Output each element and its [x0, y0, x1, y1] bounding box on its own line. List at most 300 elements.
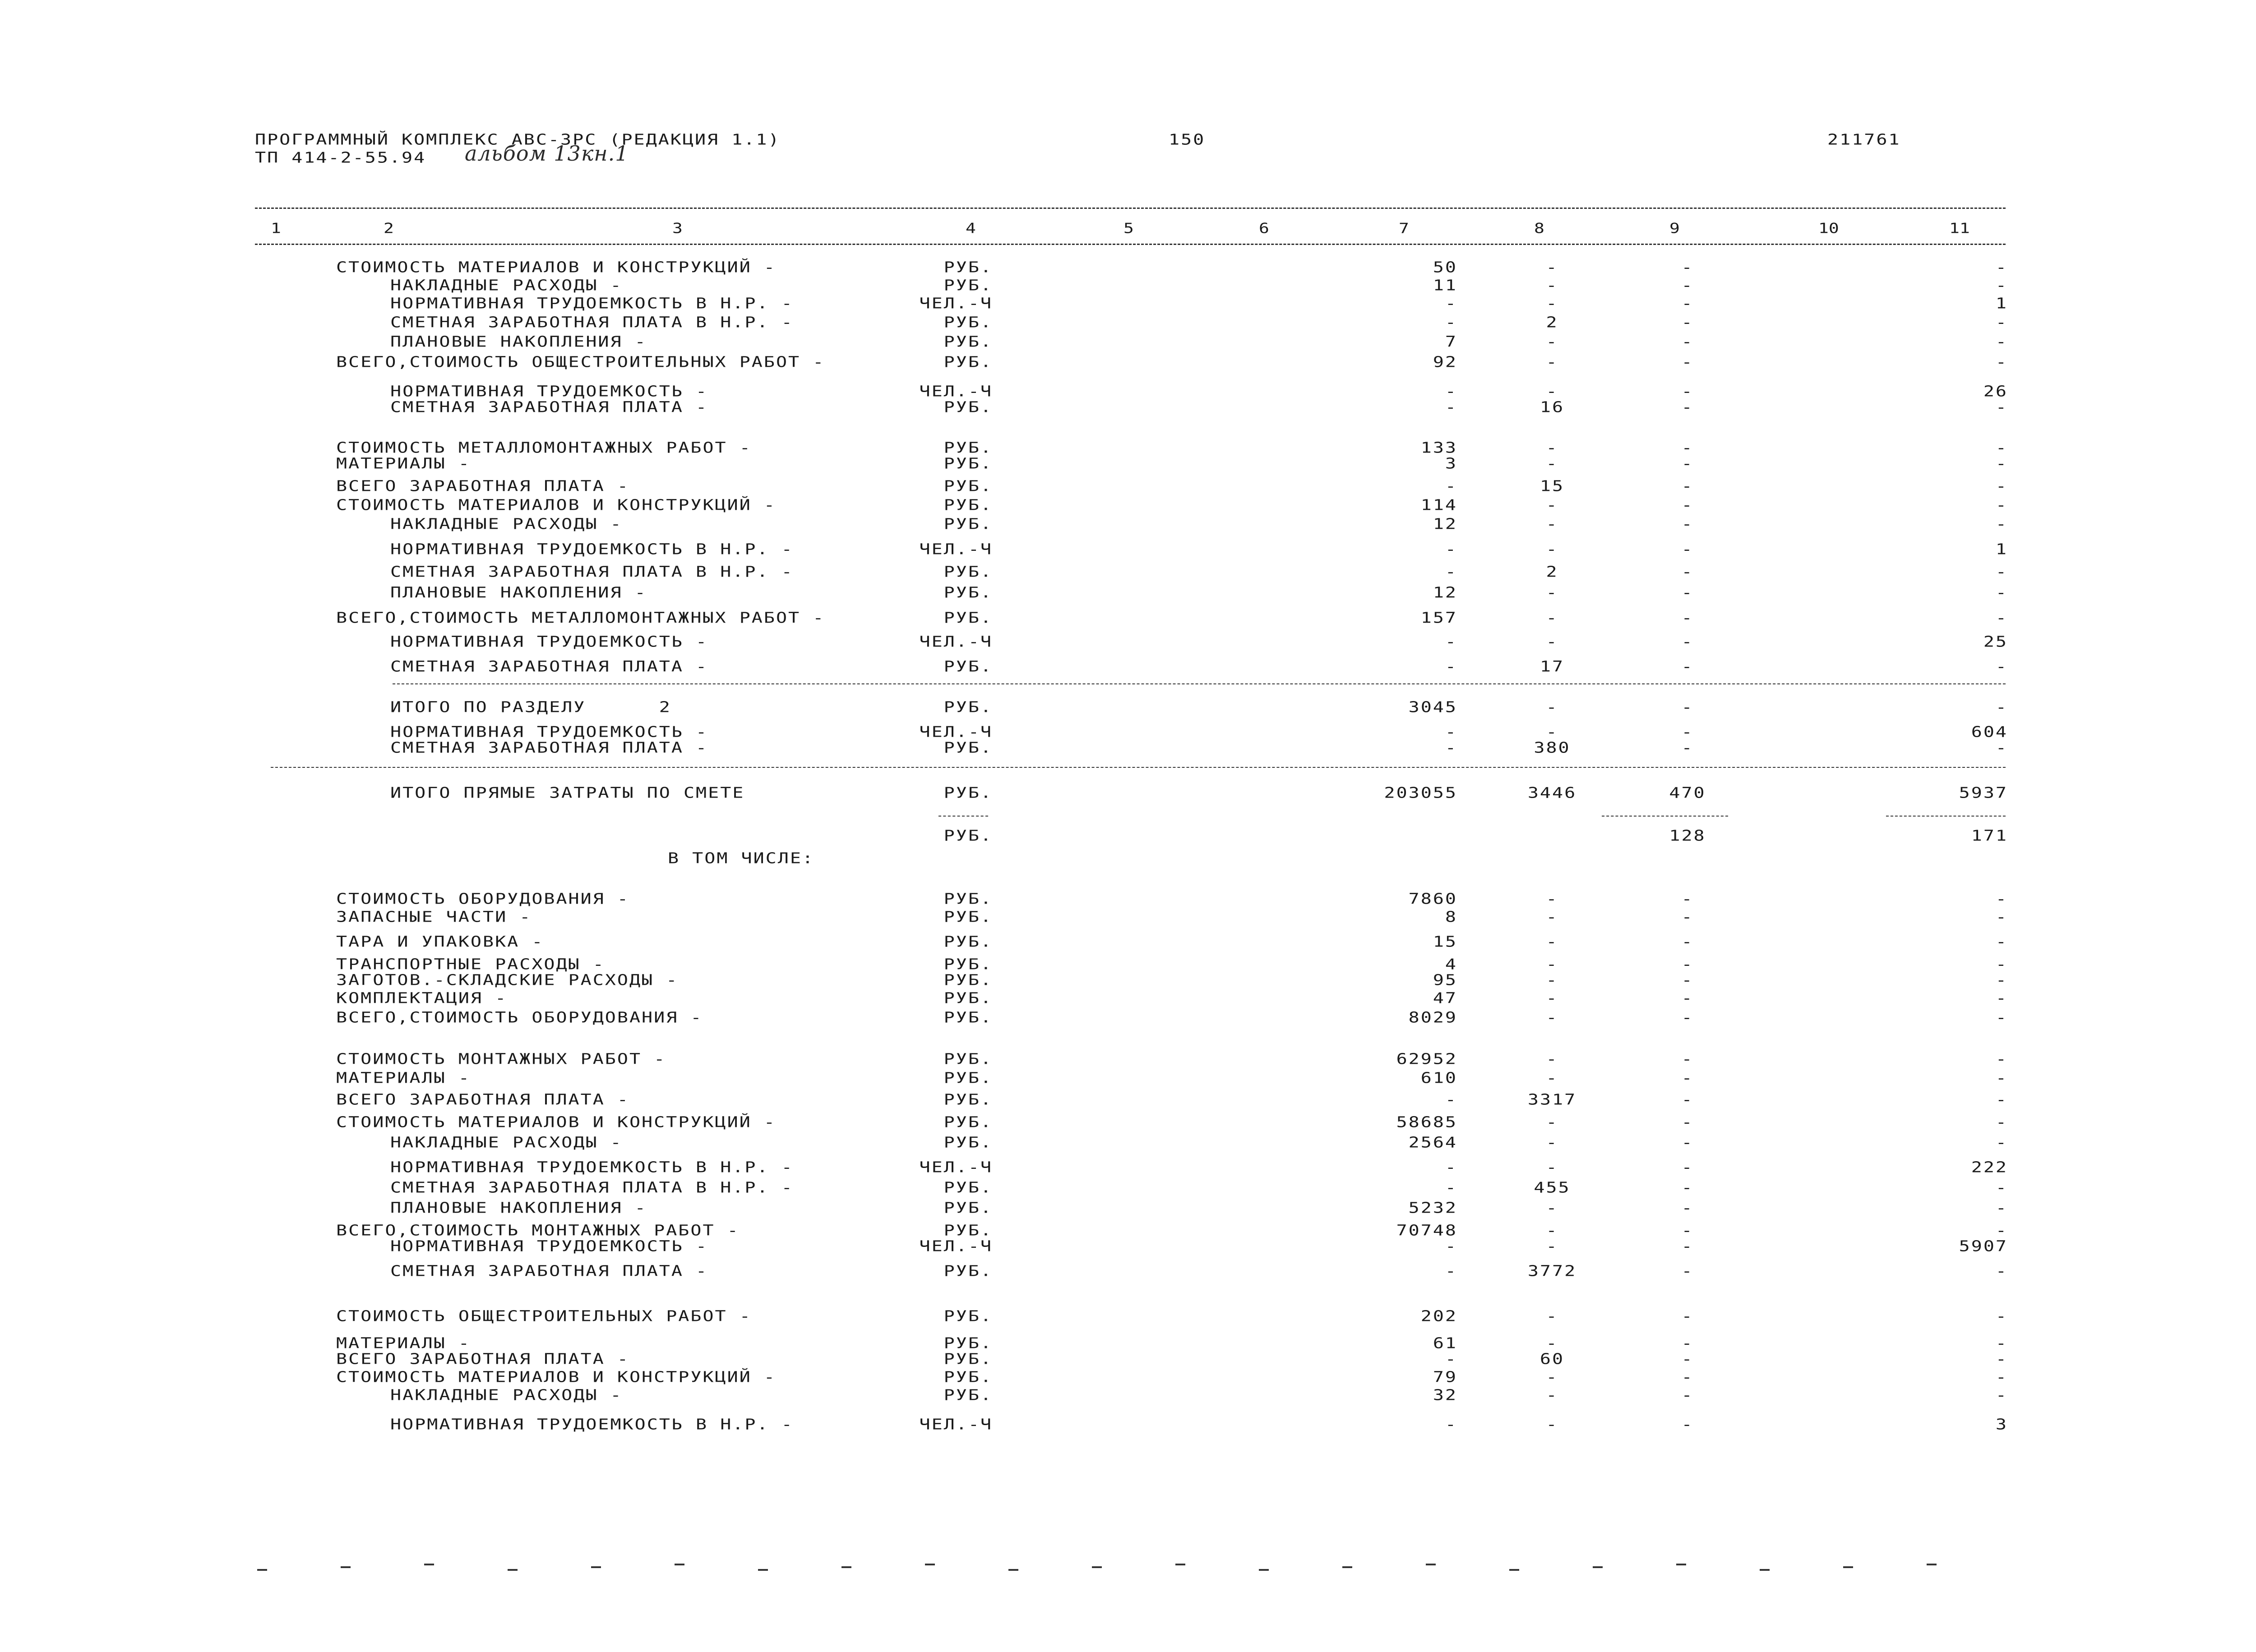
row-unit: ЧЕЛ.-Ч	[919, 541, 993, 558]
row-label: СТОИМОСТЬ МОНТАЖНЫХ РАБОТ -	[336, 1051, 666, 1068]
row-unit: РУБ.	[943, 956, 993, 973]
row-col8-value: -	[1546, 516, 1558, 533]
row-col7-value: 157	[1420, 609, 1457, 627]
row-col9-value: -	[1681, 1179, 1694, 1196]
row-unit: РУБ.	[943, 739, 993, 757]
row-col11-value: 5937	[1959, 784, 2008, 802]
row-col9-value: -	[1681, 1416, 1694, 1433]
row-label: НОРМАТИВНАЯ ТРУДОЕМКОСТЬ В Н.Р. -	[390, 1416, 794, 1433]
row-col8-value: -	[1546, 1051, 1558, 1068]
section-rule	[271, 767, 2006, 768]
row-col11-value: 1	[1995, 295, 2008, 312]
row-unit: РУБ.	[943, 933, 993, 951]
row-col7-value: 95	[1433, 972, 1457, 989]
row-col11-value: -	[1995, 584, 2008, 601]
row-col7-value: 7	[1445, 333, 1457, 351]
dash-mark	[1593, 1566, 1603, 1568]
row-col9-value: -	[1681, 658, 1694, 675]
row-col9-value: -	[1681, 1369, 1694, 1386]
row-col9-value: -	[1681, 933, 1694, 951]
row-col7-value: -	[1445, 314, 1457, 331]
row-col7-value: 3	[1445, 455, 1457, 472]
row-col9-value: -	[1681, 455, 1694, 472]
row-unit: РУБ.	[943, 1114, 993, 1131]
row-col11-value: -	[1995, 516, 2008, 533]
row-col8-value: 2	[1546, 314, 1558, 331]
row-col8-value: -	[1546, 1159, 1558, 1176]
row-unit: РУБ.	[943, 1091, 993, 1108]
row-label: НОРМАТИВНАЯ ТРУДОЕМКОСТЬ -	[390, 383, 708, 400]
row-unit: РУБ.	[943, 1009, 993, 1026]
row-unit: ЧЕЛ.-Ч	[919, 1159, 993, 1176]
row-col8-value: 15	[1539, 478, 1565, 495]
row-col11-value: 25	[1983, 633, 2008, 651]
row-col7-value: 12	[1433, 516, 1457, 533]
row-col11-value: -	[1995, 1351, 2008, 1368]
row-col7-value: 92	[1433, 354, 1457, 371]
document-number: 211761	[1827, 131, 1901, 148]
header-top-rule	[255, 208, 2006, 209]
row-col8-value: -	[1546, 956, 1558, 973]
row-col11-value: -	[1995, 563, 2008, 581]
row-col8-value: -	[1546, 1308, 1558, 1325]
row-col11-value: -	[1995, 1387, 2008, 1404]
row-col11-value: -	[1995, 1335, 2008, 1352]
row-col11-value: -	[1995, 933, 2008, 951]
row-col11-value: -	[1995, 314, 2008, 331]
row-col7-value: 7860	[1408, 891, 1457, 908]
row-unit: ЧЕЛ.-Ч	[919, 383, 993, 400]
dash-mark	[1259, 1569, 1269, 1571]
row-col11-value: -	[1995, 1070, 2008, 1087]
row-col11-value: -	[1995, 658, 2008, 675]
row-unit: РУБ.	[943, 516, 993, 533]
row-unit: ЧЕЛ.-Ч	[919, 724, 993, 741]
row-col11-value: -	[1995, 354, 2008, 371]
row-col9-value: -	[1681, 399, 1694, 416]
row-col11-value: -	[1995, 956, 2008, 973]
row-col8-value: -	[1546, 1335, 1558, 1352]
row-col11-value: 26	[1983, 383, 2008, 400]
row-label: СМЕТНАЯ ЗАРАБОТНАЯ ПЛАТА -	[390, 1263, 708, 1280]
row-col9-value: -	[1681, 909, 1694, 926]
row-col11-value: -	[1995, 1134, 2008, 1151]
row-col11-value: -	[1995, 455, 2008, 472]
row-unit: РУБ.	[943, 584, 993, 601]
dash-mark	[1008, 1569, 1018, 1571]
dash-mark	[925, 1564, 935, 1565]
row-label: СТОИМОСТЬ МЕТАЛЛОМОНТАЖНЫХ РАБОТ -	[336, 439, 752, 457]
row-unit: РУБ.	[943, 1308, 993, 1325]
row-label: СТОИМОСТЬ ОБЩЕСТРОИТЕЛЬНЫХ РАБОТ -	[336, 1308, 752, 1325]
row-col7-value: 61	[1433, 1335, 1457, 1352]
column-header-7: 7	[1399, 220, 1409, 237]
row-col8-value: -	[1546, 541, 1558, 558]
column-header-2: 2	[384, 220, 394, 237]
dash-mark	[257, 1569, 267, 1571]
row-label: СМЕТНАЯ ЗАРАБОТНАЯ ПЛАТА В Н.Р. -	[390, 563, 794, 581]
row-col11-value: -	[1995, 1051, 2008, 1068]
row-col7-value: -	[1445, 1159, 1457, 1176]
row-unit: РУБ.	[943, 478, 993, 495]
row-col11-value: -	[1995, 399, 2008, 416]
row-col8-value: -	[1546, 295, 1558, 312]
row-unit: РУБ.	[943, 972, 993, 989]
row-label: ПЛАНОВЫЕ НАКОПЛЕНИЯ -	[390, 584, 647, 601]
row-col7-value: -	[1445, 1179, 1457, 1196]
row-label: НОРМАТИВНАЯ ТРУДОЕМКОСТЬ -	[390, 724, 708, 741]
row-col7-value: -	[1445, 1351, 1457, 1368]
row-unit: РУБ.	[943, 784, 993, 802]
row-col8-value: -	[1546, 354, 1558, 371]
dash-mark	[675, 1564, 684, 1565]
row-col9-value: -	[1681, 259, 1694, 276]
row-col11-value: -	[1995, 739, 2008, 757]
row-unit: РУБ.	[943, 1134, 993, 1151]
row-col9-value: -	[1681, 314, 1694, 331]
row-col9-value: -	[1681, 699, 1694, 716]
row-col9-value: -	[1681, 990, 1694, 1007]
row-label: НОРМАТИВНАЯ ТРУДОЕМКОСТЬ -	[390, 1238, 708, 1255]
row-unit: РУБ.	[943, 658, 993, 675]
row-col8-value: -	[1546, 1222, 1558, 1239]
row-col11-value: -	[1995, 1009, 2008, 1026]
row-col7-value: -	[1445, 399, 1457, 416]
row-col11-value: 5907	[1959, 1238, 2008, 1255]
row-col8-value: -	[1546, 455, 1558, 472]
row-col8-value: -	[1546, 333, 1558, 351]
row-col8-value: -	[1546, 1200, 1558, 1217]
row-col11-value: -	[1995, 1263, 2008, 1280]
row-col8-value: -	[1546, 584, 1558, 601]
row-col8-value: 2	[1546, 563, 1558, 581]
row-label: СМЕТНАЯ ЗАРАБОТНАЯ ПЛАТА -	[390, 739, 708, 757]
row-unit: РУБ.	[943, 563, 993, 581]
row-unit: ЧЕЛ.-Ч	[919, 633, 993, 651]
row-label: НОРМАТИВНАЯ ТРУДОЕМКОСТЬ -	[390, 633, 708, 651]
row-col11-value: -	[1995, 259, 2008, 276]
row-col11-value: -	[1995, 1091, 2008, 1108]
row-col7-value: -	[1445, 1416, 1457, 1433]
row-label: ТАРА И УПАКОВКА -	[336, 933, 544, 951]
row-col11-value: -	[1995, 333, 2008, 351]
section-rule	[393, 683, 2006, 684]
row-label: СТОИМОСТЬ ОБОРУДОВАНИЯ -	[336, 891, 629, 908]
row-col7-value: 12	[1433, 584, 1457, 601]
row-unit: РУБ.	[943, 354, 993, 371]
header-project-code: ТП 414-2-55.94	[255, 149, 426, 166]
row-unit: РУБ.	[943, 990, 993, 1007]
row-label: ВСЕГО ЗАРАБОТНАЯ ПЛАТА -	[336, 1351, 629, 1368]
row-label: В ТОМ ЧИСЛЕ:	[668, 850, 814, 867]
row-col9-value: -	[1681, 1351, 1694, 1368]
row-unit: РУБ.	[943, 1335, 993, 1352]
row-col9-value: -	[1681, 497, 1694, 514]
row-label: СТОИМОСТЬ МАТЕРИАЛОВ И КОНСТРУКЦИЙ -	[336, 497, 776, 514]
row-unit: РУБ.	[943, 399, 993, 416]
dash-mark	[1927, 1564, 1937, 1565]
row-col9-value: -	[1681, 584, 1694, 601]
row-col11-value: -	[1995, 891, 2008, 908]
row-unit: РУБ.	[943, 827, 993, 844]
row-col7-value: -	[1445, 478, 1457, 495]
row-col11-value: 604	[1971, 724, 2008, 741]
column-header-4: 4	[966, 220, 976, 237]
row-col8-value: 3446	[1527, 784, 1577, 802]
row-col9-value: -	[1681, 1387, 1694, 1404]
row-col7-value: 8029	[1408, 1009, 1457, 1026]
dash-mark	[424, 1564, 434, 1565]
dash-mark	[1676, 1564, 1686, 1565]
row-col9-value: -	[1681, 1222, 1694, 1239]
row-label: НОРМАТИВНАЯ ТРУДОЕМКОСТЬ В Н.Р. -	[390, 541, 794, 558]
row-col7-value: 3045	[1408, 699, 1457, 716]
column-header-3: 3	[672, 220, 683, 237]
row-col11-value: -	[1995, 972, 2008, 989]
row-unit: РУБ.	[943, 1263, 993, 1280]
header-handwritten-note: альбом 13кн.1	[465, 141, 629, 166]
row-label: НАКЛАДНЫЕ РАСХОДЫ -	[390, 1134, 623, 1151]
row-label: СМЕТНАЯ ЗАРАБОТНАЯ ПЛАТА В Н.Р. -	[390, 1179, 794, 1196]
row-label: ИТОГО ПРЯМЫЕ ЗАТРАТЫ ПО СМЕТЕ	[390, 784, 745, 802]
row-col7-value: 32	[1433, 1387, 1457, 1404]
row-unit: РУБ.	[943, 455, 993, 472]
row-col7-value: -	[1445, 295, 1457, 312]
row-col9-value: -	[1681, 354, 1694, 371]
row-unit: РУБ.	[943, 699, 993, 716]
row-col8-value: -	[1546, 933, 1558, 951]
row-label: ВСЕГО,СТОИМОСТЬ ОБЩЕСТРОИТЕЛЬНЫХ РАБОТ -	[336, 354, 825, 371]
row-label: ВСЕГО,СТОИМОСТЬ МОНТАЖНЫХ РАБОТ -	[336, 1222, 740, 1239]
row-label: ТРАНСПОРТНЫЕ РАСХОДЫ -	[336, 956, 605, 973]
row-col9-value: -	[1681, 541, 1694, 558]
row-col7-value: 11	[1433, 277, 1457, 294]
row-col8-value: 380	[1534, 739, 1571, 757]
row-col9-value: -	[1681, 1308, 1694, 1325]
subtotal-rule	[938, 816, 988, 817]
row-col7-value: 8	[1445, 909, 1457, 926]
header-bottom-rule	[255, 244, 2006, 245]
row-col11-value: -	[1995, 478, 2008, 495]
dash-mark	[508, 1569, 518, 1571]
row-col8-value: -	[1546, 1134, 1558, 1151]
row-label: МАТЕРИАЛЫ -	[336, 455, 471, 472]
row-col9-value: -	[1681, 972, 1694, 989]
row-col7-value: 5232	[1408, 1200, 1457, 1217]
row-col7-value: -	[1445, 1238, 1457, 1255]
row-col8-value: -	[1546, 724, 1558, 741]
row-col8-value: -	[1546, 383, 1558, 400]
row-label: НОРМАТИВНАЯ ТРУДОЕМКОСТЬ В Н.Р. -	[390, 1159, 794, 1176]
row-col8-value: -	[1546, 609, 1558, 627]
row-label: МАТЕРИАЛЫ -	[336, 1335, 471, 1352]
row-col9-value: -	[1681, 295, 1694, 312]
row-label: НОРМАТИВНАЯ ТРУДОЕМКОСТЬ В Н.Р. -	[390, 295, 794, 312]
header-program-title: ПРОГРАММНЫЙ КОМПЛЕКС АВС-ЗРС (РЕДАКЦИЯ 1.1)	[255, 131, 781, 148]
row-col7-value: 610	[1420, 1070, 1457, 1087]
row-col9-value: -	[1681, 633, 1694, 651]
row-col7-value: 70748	[1396, 1222, 1457, 1239]
row-col9-value: -	[1681, 1070, 1694, 1087]
row-col7-value: 50	[1433, 259, 1457, 276]
row-label: НАКЛАДНЫЕ РАСХОДЫ -	[390, 516, 623, 533]
row-col11-value: -	[1995, 1114, 2008, 1131]
row-col11-value: 222	[1971, 1159, 2008, 1176]
row-col8-value: -	[1546, 1416, 1558, 1433]
row-label: СТОИМОСТЬ МАТЕРИАЛОВ И КОНСТРУКЦИЙ -	[336, 1369, 776, 1386]
row-col7-value: -	[1445, 541, 1457, 558]
row-col8-value: -	[1546, 277, 1558, 294]
row-unit: РУБ.	[943, 277, 993, 294]
row-label: ПЛАНОВЫЕ НАКОПЛЕНИЯ -	[390, 333, 647, 351]
row-col7-value: 133	[1420, 439, 1457, 457]
row-unit: ЧЕЛ.-Ч	[919, 1238, 993, 1255]
row-col8-value: 3772	[1527, 1263, 1577, 1280]
row-col8-value: -	[1546, 891, 1558, 908]
row-unit: РУБ.	[943, 891, 993, 908]
row-unit: РУБ.	[943, 1179, 993, 1196]
row-label: СТОИМОСТЬ МАТЕРИАЛОВ И КОНСТРУКЦИЙ -	[336, 1114, 776, 1131]
row-col9-value: -	[1681, 516, 1694, 533]
column-header-10: 10	[1818, 220, 1839, 237]
row-label: НАКЛАДНЫЕ РАСХОДЫ -	[390, 277, 623, 294]
row-col9-value: 128	[1669, 827, 1706, 844]
row-col8-value: 17	[1539, 658, 1565, 675]
row-col9-value: -	[1681, 1159, 1694, 1176]
row-label: ВСЕГО ЗАРАБОТНАЯ ПЛАТА -	[336, 478, 629, 495]
row-col8-value: -	[1546, 1009, 1558, 1026]
dash-mark	[841, 1566, 851, 1568]
row-unit: РУБ.	[943, 1070, 993, 1087]
dash-mark	[1509, 1569, 1519, 1571]
subtotal-rule	[1886, 816, 2006, 817]
row-col8-value: -	[1546, 1070, 1558, 1087]
dash-mark	[758, 1569, 768, 1571]
row-col9-value: -	[1681, 1263, 1694, 1280]
row-unit: ЧЕЛ.-Ч	[919, 295, 993, 312]
row-col9-value: -	[1681, 739, 1694, 757]
row-col8-value: -	[1546, 259, 1558, 276]
row-col8-value: -	[1546, 1387, 1558, 1404]
row-col9-value: -	[1681, 333, 1694, 351]
row-col8-value: -	[1546, 439, 1558, 457]
row-col11-value: -	[1995, 497, 2008, 514]
row-col8-value: 455	[1534, 1179, 1571, 1196]
row-col11-value: -	[1995, 1200, 2008, 1217]
column-header-6: 6	[1259, 220, 1269, 237]
row-label: МАТЕРИАЛЫ -	[336, 1070, 471, 1087]
column-header-8: 8	[1534, 220, 1544, 237]
row-col7-value: 2564	[1408, 1134, 1457, 1151]
column-header-9: 9	[1669, 220, 1680, 237]
dash-mark	[1760, 1569, 1770, 1571]
row-unit: РУБ.	[943, 314, 993, 331]
row-col11-value: -	[1995, 990, 2008, 1007]
row-col7-value: 4	[1445, 956, 1457, 973]
row-col9-value: -	[1681, 277, 1694, 294]
row-label: СМЕТНАЯ ЗАРАБОТНАЯ ПЛАТА -	[390, 399, 708, 416]
row-col7-value: 47	[1433, 990, 1457, 1007]
row-label: ВСЕГО,СТОИМОСТЬ МЕТАЛЛОМОНТАЖНЫХ РАБОТ -	[336, 609, 825, 627]
row-col9-value: -	[1681, 956, 1694, 973]
row-label: ВСЕГО,СТОИМОСТЬ ОБОРУДОВАНИЯ -	[336, 1009, 703, 1026]
row-label: ПЛАНОВЫЕ НАКОПЛЕНИЯ -	[390, 1200, 647, 1217]
dash-mark	[1342, 1566, 1352, 1568]
dash-mark	[1175, 1564, 1185, 1565]
row-col8-value: -	[1546, 972, 1558, 989]
row-col8-value: -	[1546, 990, 1558, 1007]
row-col9-value: -	[1681, 891, 1694, 908]
row-col11-value: 1	[1995, 541, 2008, 558]
row-label: ЗАГОТОВ.-СКЛАДСКИЕ РАСХОДЫ -	[336, 972, 679, 989]
row-label: СМЕТНАЯ ЗАРАБОТНАЯ ПЛАТА -	[390, 658, 708, 675]
row-col9-value: -	[1681, 1238, 1694, 1255]
row-col8-value: -	[1546, 1238, 1558, 1255]
row-col11-value: -	[1995, 609, 2008, 627]
row-col9-value: -	[1681, 1335, 1694, 1352]
column-header-11: 11	[1949, 220, 1970, 237]
row-col11-value: -	[1995, 909, 2008, 926]
row-col7-value: -	[1445, 383, 1457, 400]
row-col9-value: -	[1681, 1051, 1694, 1068]
row-col11-value: 171	[1971, 827, 2008, 844]
row-col11-value: -	[1995, 1369, 2008, 1386]
row-col7-value: 15	[1433, 933, 1457, 951]
row-col8-value: -	[1546, 699, 1558, 716]
row-col11-value: -	[1995, 699, 2008, 716]
row-col7-value: 202	[1420, 1308, 1457, 1325]
row-unit: РУБ.	[943, 439, 993, 457]
row-col8-value: 16	[1539, 399, 1565, 416]
row-unit: РУБ.	[943, 609, 993, 627]
row-col7-value: -	[1445, 633, 1457, 651]
column-header-1: 1	[271, 220, 281, 237]
row-unit: РУБ.	[943, 1200, 993, 1217]
row-label: НАКЛАДНЫЕ РАСХОДЫ -	[390, 1387, 623, 1404]
row-col7-value: -	[1445, 1263, 1457, 1280]
row-label: ВСЕГО ЗАРАБОТНАЯ ПЛАТА -	[336, 1091, 629, 1108]
row-unit: РУБ.	[943, 1387, 993, 1404]
row-unit: РУБ.	[943, 1051, 993, 1068]
row-col9-value: -	[1681, 609, 1694, 627]
row-col7-value: -	[1445, 658, 1457, 675]
row-unit: РУБ.	[943, 1222, 993, 1239]
dash-mark	[1843, 1566, 1853, 1568]
row-label: ИТОГО ПО РАЗДЕЛУ 2	[390, 699, 671, 716]
row-label: СМЕТНАЯ ЗАРАБОТНАЯ ПЛАТА В Н.Р. -	[390, 314, 794, 331]
row-col9-value: -	[1681, 724, 1694, 741]
row-col9-value: -	[1681, 383, 1694, 400]
row-col9-value: -	[1681, 1114, 1694, 1131]
row-col9-value: -	[1681, 1134, 1694, 1151]
row-unit: РУБ.	[943, 333, 993, 351]
row-col9-value: -	[1681, 478, 1694, 495]
dash-mark	[1426, 1564, 1436, 1565]
row-col9-value: 470	[1669, 784, 1706, 802]
row-col11-value: -	[1995, 1222, 2008, 1239]
row-label: СТОИМОСТЬ МАТЕРИАЛОВ И КОНСТРУКЦИЙ -	[336, 259, 776, 276]
page-number: 150	[1169, 131, 1206, 148]
row-col7-value: -	[1445, 563, 1457, 581]
row-col7-value: 79	[1433, 1369, 1457, 1386]
subtotal-rule	[1602, 816, 1728, 817]
row-unit: РУБ.	[943, 1369, 993, 1386]
row-col7-value: 203055	[1384, 784, 1457, 802]
column-header-5: 5	[1123, 220, 1134, 237]
row-col11-value: -	[1995, 439, 2008, 457]
dash-mark	[341, 1566, 351, 1568]
row-unit: РУБ.	[943, 497, 993, 514]
